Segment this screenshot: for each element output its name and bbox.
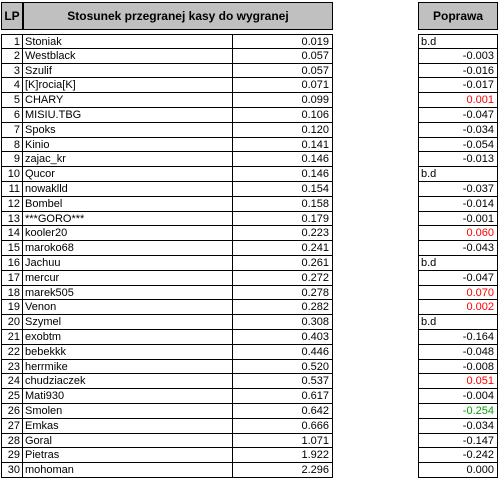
ratio-cell: 1.071 (233, 434, 333, 449)
rank-cell: 1 (1, 34, 23, 49)
rank-cell: 29 (1, 448, 23, 463)
table-row (1, 286, 499, 301)
ratio-cell: 0.520 (233, 360, 333, 375)
ratio-cell: 0.179 (233, 212, 333, 227)
player-name-cell: [K]rocia[K] (23, 78, 233, 93)
table-row (1, 374, 499, 389)
table-row (1, 78, 499, 93)
rank-cell: 5 (1, 93, 23, 108)
rank-cell: 30 (1, 463, 23, 478)
ratio-cell: 2.296 (233, 463, 333, 478)
player-name-cell: Emkas (23, 419, 233, 434)
player-name-cell: mohoman (23, 463, 233, 478)
poprawa-cell: -0.013 (418, 152, 498, 167)
rank-cell: 2 (1, 49, 23, 64)
player-name-cell: Spoks (23, 123, 233, 138)
table-row (1, 64, 499, 79)
rank-cell: 18 (1, 286, 23, 301)
rank-cell: 24 (1, 374, 23, 389)
ratio-cell: 0.241 (233, 241, 333, 256)
rank-cell: 8 (1, 138, 23, 153)
table-row (1, 330, 499, 345)
poprawa-cell: 0.070 (418, 286, 498, 301)
poprawa-cell: -0.242 (418, 448, 498, 463)
player-name-cell: Bombel (23, 197, 233, 212)
table-row (1, 256, 499, 271)
ratio-cell: 0.272 (233, 271, 333, 286)
ratio-cell: 0.106 (233, 108, 333, 123)
ratio-cell: 0.146 (233, 167, 333, 182)
poprawa-cell: -0.034 (418, 419, 498, 434)
table-row (1, 138, 499, 153)
player-name-cell: Goral (23, 434, 233, 449)
table-row (1, 34, 499, 49)
table-row (1, 419, 499, 434)
poprawa-cell: 0.060 (418, 226, 498, 241)
rank-cell: 22 (1, 345, 23, 360)
ratio-cell: 0.154 (233, 182, 333, 197)
ratio-cell: 0.120 (233, 123, 333, 138)
ratio-cell: 0.308 (233, 315, 333, 330)
ratio-cell: 0.537 (233, 374, 333, 389)
player-name-cell: Smolen (23, 404, 233, 419)
ratio-cell: 0.057 (233, 64, 333, 79)
table-row (1, 212, 499, 227)
player-name-cell: herrmike (23, 360, 233, 375)
table-row (1, 197, 499, 212)
table-row (1, 152, 499, 167)
player-name-cell: Stoniak (23, 34, 233, 49)
poprawa-cell: -0.016 (418, 64, 498, 79)
poprawa-cell: -0.048 (418, 345, 498, 360)
rank-cell: 3 (1, 64, 23, 79)
poprawa-cell: -0.001 (418, 212, 498, 227)
rank-cell: 6 (1, 108, 23, 123)
rank-cell: 4 (1, 78, 23, 93)
header-poprawa: Poprawa (418, 2, 498, 30)
ratio-cell: 0.446 (233, 345, 333, 360)
player-name-cell: Kinio (23, 138, 233, 153)
ratio-cell: 0.223 (233, 226, 333, 241)
player-name-cell: Mati930 (23, 389, 233, 404)
player-name-cell: Jachuu (23, 256, 233, 271)
poprawa-cell: -0.003 (418, 49, 498, 64)
ratio-cell: 0.617 (233, 389, 333, 404)
rank-cell: 19 (1, 300, 23, 315)
poprawa-cell: -0.164 (418, 330, 498, 345)
poprawa-cell: b.d (418, 34, 498, 49)
poprawa-cell: 0.051 (418, 374, 498, 389)
rank-cell: 26 (1, 404, 23, 419)
poprawa-cell: -0.014 (418, 197, 498, 212)
table-row (1, 167, 499, 182)
poprawa-cell: -0.043 (418, 241, 498, 256)
header-lp: LP (1, 2, 23, 30)
rank-cell: 9 (1, 152, 23, 167)
ratio-cell: 0.403 (233, 330, 333, 345)
poprawa-cell: -0.054 (418, 138, 498, 153)
table-row (1, 271, 499, 286)
table-row (1, 360, 499, 375)
rank-cell: 17 (1, 271, 23, 286)
table-row (1, 108, 499, 123)
poprawa-cell: b.d (418, 315, 498, 330)
table-row (1, 448, 499, 463)
table-row (1, 241, 499, 256)
player-name-cell: Szymel (23, 315, 233, 330)
player-name-cell: kooler20 (23, 226, 233, 241)
table-row (1, 123, 499, 138)
player-name-cell: marek505 (23, 286, 233, 301)
rank-cell: 7 (1, 123, 23, 138)
table-row (1, 93, 499, 108)
table-row (1, 49, 499, 64)
player-name-cell: exobtm (23, 330, 233, 345)
player-name-cell: nowaklld (23, 182, 233, 197)
rank-cell: 11 (1, 182, 23, 197)
rank-cell: 15 (1, 241, 23, 256)
poprawa-cell: -0.037 (418, 182, 498, 197)
poprawa-cell: b.d (418, 167, 498, 182)
ratio-cell: 0.666 (233, 419, 333, 434)
player-name-cell: zajac_kr (23, 152, 233, 167)
poprawa-cell: -0.017 (418, 78, 498, 93)
table-row (1, 389, 499, 404)
rank-cell: 14 (1, 226, 23, 241)
player-name-cell: Szulif (23, 64, 233, 79)
poprawa-cell: 0.000 (418, 463, 498, 478)
ratio-cell: 1.922 (233, 448, 333, 463)
player-name-cell: CHARY (23, 93, 233, 108)
ratio-cell: 0.071 (233, 78, 333, 93)
poprawa-cell: -0.004 (418, 389, 498, 404)
poprawa-cell: -0.147 (418, 434, 498, 449)
poprawa-cell: b.d (418, 256, 498, 271)
ratio-cell: 0.141 (233, 138, 333, 153)
player-name-cell: ***GORO*** (23, 212, 233, 227)
rank-cell: 16 (1, 256, 23, 271)
poprawa-cell: -0.047 (418, 271, 498, 286)
ratio-cell: 0.278 (233, 286, 333, 301)
table-row (1, 404, 499, 419)
table-row (1, 182, 499, 197)
rank-cell: 10 (1, 167, 23, 182)
player-name-cell: mercur (23, 271, 233, 286)
poprawa-cell: -0.047 (418, 108, 498, 123)
ratio-cell: 0.642 (233, 404, 333, 419)
poprawa-cell: 0.001 (418, 93, 498, 108)
rank-cell: 23 (1, 360, 23, 375)
player-name-cell: MISIU.TBG (23, 108, 233, 123)
rank-cell: 28 (1, 434, 23, 449)
poprawa-cell: -0.034 (418, 123, 498, 138)
rank-cell: 12 (1, 197, 23, 212)
rank-cell: 20 (1, 315, 23, 330)
ratio-cell: 0.261 (233, 256, 333, 271)
poprawa-cell: -0.008 (418, 360, 498, 375)
player-name-cell: Pietras (23, 448, 233, 463)
ratio-cell: 0.019 (233, 34, 333, 49)
poprawa-cell: -0.254 (418, 404, 498, 419)
ratio-cell: 0.146 (233, 152, 333, 167)
ratio-cell: 0.099 (233, 93, 333, 108)
player-name-cell: chudziaczek (23, 374, 233, 389)
player-name-cell: bebekkk (23, 345, 233, 360)
table-row (1, 226, 499, 241)
table-row (1, 315, 499, 330)
table-row (1, 434, 499, 449)
rank-cell: 13 (1, 212, 23, 227)
rank-cell: 21 (1, 330, 23, 345)
player-name-cell: maroko68 (23, 241, 233, 256)
table-row (1, 345, 499, 360)
ratio-cell: 0.158 (233, 197, 333, 212)
header-ratio: Stosunek przegranej kasy do wygranej (23, 2, 333, 30)
rank-cell: 25 (1, 389, 23, 404)
table-row (1, 463, 499, 478)
ratio-cell: 0.057 (233, 49, 333, 64)
ratio-cell: 0.282 (233, 300, 333, 315)
player-name-cell: Qucor (23, 167, 233, 182)
poprawa-cell: 0.002 (418, 300, 498, 315)
player-name-cell: Westblack (23, 49, 233, 64)
player-name-cell: Venon (23, 300, 233, 315)
rank-cell: 27 (1, 419, 23, 434)
table-row (1, 300, 499, 315)
